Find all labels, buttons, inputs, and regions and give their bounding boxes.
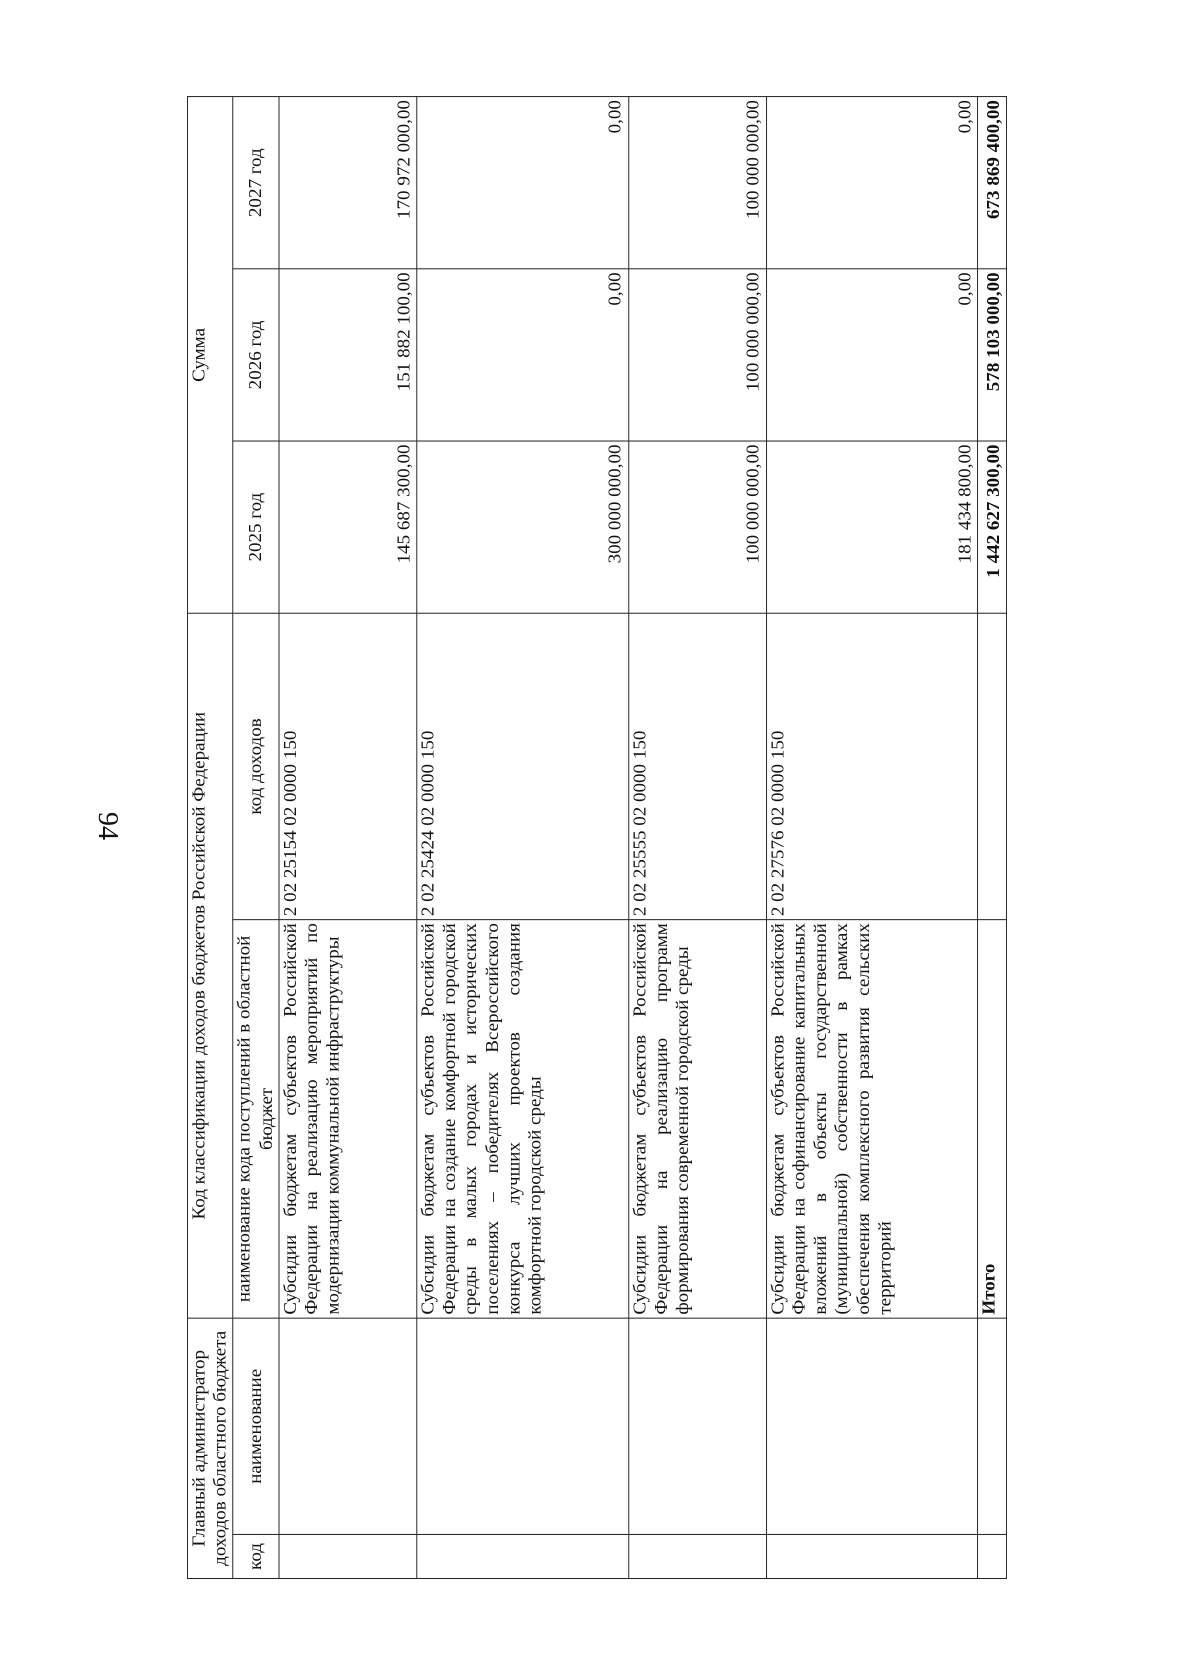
row-value-2025: 145 687 300,00 xyxy=(279,441,417,613)
row-admin-name xyxy=(628,1318,766,1534)
header-sum-group: Сумма xyxy=(187,97,233,614)
row-income-code: 2 02 27576 02 0000 150 xyxy=(766,613,978,919)
header-year-2025: 2025 год xyxy=(233,441,279,613)
row-value-2026: 151 882 100,00 xyxy=(279,269,417,441)
total-row xyxy=(978,97,1007,1579)
row-value-2027: 100 000 000,00 xyxy=(628,97,766,269)
row-admin-name xyxy=(417,1318,629,1534)
rotated-table-wrapper xyxy=(187,97,1007,1579)
total-code xyxy=(978,613,1007,919)
row-admin-name xyxy=(766,1318,978,1534)
total-label: Итого xyxy=(978,920,1007,1319)
row-income-name: Субсидии бюджетам субъектов Российской Федерации на реализацию мероприятий по модернизации коммунальной инфраструктуры xyxy=(279,920,417,1319)
row-value-2025: 300 000 000,00 xyxy=(417,441,629,613)
row-value-2027: 0,00 xyxy=(766,97,978,269)
row-admin-code xyxy=(417,1534,629,1578)
row-income-code: 2 02 25154 02 0000 150 xyxy=(279,613,417,919)
row-value-2026: 0,00 xyxy=(417,269,629,441)
header-income-name: наименование кода поступлений в областной бюджет xyxy=(233,920,279,1319)
header-year-2027: 2027 год xyxy=(233,97,279,269)
row-income-code: 2 02 25555 02 0000 150 xyxy=(628,613,766,919)
header-admin-name: наименование xyxy=(233,1318,279,1534)
table-row xyxy=(628,97,766,1579)
row-income-name: Субсидии бюджетам субъектов Российской Федерации на создание комфортной городской среды в малых городах и исторических поселениях – победителях Всероссийского конкурса лучших проектов создания комфортной городской среды xyxy=(417,920,629,1319)
table-row xyxy=(417,97,629,1579)
header-classification-group: Код классификации доходов бюджетов Российской Федерации xyxy=(187,613,233,1318)
header-income-code: код доходов xyxy=(233,613,279,919)
table-row xyxy=(279,97,417,1579)
header-admin-group: Главный администратор доходов областного бюджета xyxy=(187,1318,233,1578)
table-row xyxy=(766,97,978,1579)
income-table xyxy=(187,96,1007,1579)
total-2026: 578 103 000,00 xyxy=(978,269,1007,441)
header-year-2026: 2026 год xyxy=(233,269,279,441)
page-number: 94 xyxy=(92,812,123,840)
row-income-name: Субсидии бюджетам субъектов Российской Федерации на софинансирование капитальных вложений в объекты государственной (муниципальной) собственности в рамках обеспечения комплексного развития сельских территорий xyxy=(766,920,978,1319)
total-admin-name xyxy=(978,1318,1007,1534)
row-value-2025: 100 000 000,00 xyxy=(628,441,766,613)
row-value-2025: 181 434 800,00 xyxy=(766,441,978,613)
row-value-2026: 0,00 xyxy=(766,269,978,441)
row-admin-code xyxy=(628,1534,766,1578)
total-2025: 1 442 627 300,00 xyxy=(978,441,1007,613)
row-income-name: Субсидии бюджетам субъектов Российской Федерации на реализацию программ формирования современной городской среды xyxy=(628,920,766,1319)
row-value-2027: 0,00 xyxy=(417,97,629,269)
row-value-2027: 170 972 000,00 xyxy=(279,97,417,269)
header-admin-code: код xyxy=(233,1534,279,1578)
row-admin-code xyxy=(766,1534,978,1578)
row-admin-name xyxy=(279,1318,417,1534)
total-2027: 673 869 400,00 xyxy=(978,97,1007,269)
row-admin-code xyxy=(279,1534,417,1578)
row-value-2026: 100 000 000,00 xyxy=(628,269,766,441)
total-admin-code xyxy=(978,1534,1007,1578)
row-income-code: 2 02 25424 02 0000 150 xyxy=(417,613,629,919)
